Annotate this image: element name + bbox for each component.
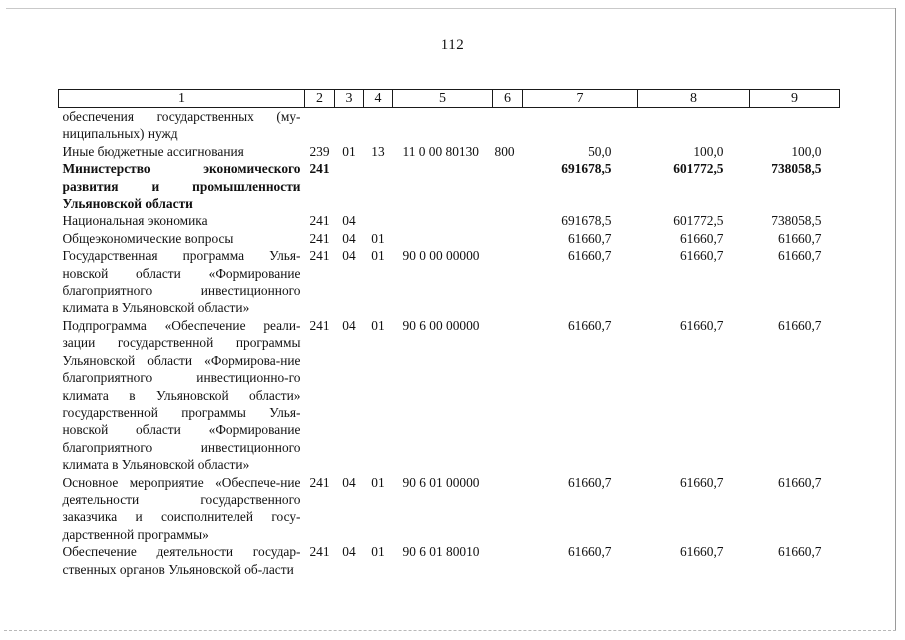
rz-cell: 01 [342, 143, 356, 159]
amount-col9-cell: 738058,5 [771, 213, 822, 229]
header-row [59, 90, 840, 108]
csr-cell [393, 108, 493, 143]
glv-cell [305, 108, 335, 143]
amount-col9-cell: 738058,5 [771, 161, 822, 177]
amount-col7-cell: 50,0 [588, 143, 612, 159]
amount-col8-cell [638, 108, 750, 143]
name-cell: Обеспечение деятельности государ-ственных органов Ульяновской об-ласти [62, 544, 301, 577]
vr-cell [493, 317, 523, 474]
csr-cell [393, 160, 493, 212]
header-col-4: 4 [364, 90, 393, 108]
csr-cell: 11 0 00 80130 [402, 143, 479, 159]
pr-cell [364, 212, 393, 229]
header-col-7: 7 [523, 90, 638, 108]
amount-col7-cell: 61660,7 [567, 317, 612, 333]
rz-cell: 04 [342, 317, 356, 333]
table-row [59, 143, 840, 160]
vr-cell [493, 160, 523, 212]
glv-cell: 241 [309, 213, 330, 229]
amount-col7-cell: 691678,5 [561, 213, 612, 229]
rz-cell: 04 [342, 544, 356, 560]
rz-cell: 04 [342, 474, 356, 490]
csr-cell [393, 212, 493, 229]
vr-cell [493, 474, 523, 544]
amount-col8-cell: 601772,5 [673, 161, 724, 177]
amount-col8-cell: 61660,7 [679, 248, 724, 264]
rz-cell: 04 [342, 248, 356, 264]
table-row [59, 317, 840, 474]
amount-col8-cell: 100,0 [693, 143, 724, 159]
page-border-bottom [4, 630, 896, 632]
amount-col7-cell: 61660,7 [567, 230, 612, 246]
amount-col8-cell: 61660,7 [679, 230, 724, 246]
amount-col8-cell: 601772,5 [673, 213, 724, 229]
amount-col9-cell: 61660,7 [777, 230, 822, 246]
page-border-right [895, 8, 896, 630]
pr-cell: 13 [371, 143, 385, 159]
csr-cell: 90 0 00 00000 [402, 248, 480, 264]
amount-col7-cell: 691678,5 [561, 161, 612, 177]
glv-cell: 241 [309, 544, 330, 560]
name-cell: Национальная экономика [62, 213, 208, 229]
vr-cell: 800 [494, 143, 515, 159]
pr-cell: 01 [371, 248, 385, 264]
glv-cell: 241 [309, 474, 330, 490]
amount-col8-cell: 61660,7 [679, 317, 724, 333]
vr-cell [493, 247, 523, 317]
glv-cell: 241 [309, 248, 330, 264]
amount-col7-cell: 61660,7 [567, 474, 612, 490]
amount-col9-cell: 61660,7 [777, 317, 822, 333]
glv-cell: 241 [309, 161, 330, 177]
amount-col7-cell: 61660,7 [567, 544, 612, 560]
amount-col7-cell: 61660,7 [567, 248, 612, 264]
table-row [59, 160, 840, 212]
glv-cell: 241 [309, 317, 330, 333]
pr-cell [364, 108, 393, 143]
header-col-5: 5 [393, 90, 493, 108]
vr-cell [493, 108, 523, 143]
pr-cell: 01 [371, 544, 385, 560]
amount-col8-cell: 61660,7 [679, 474, 724, 490]
pr-cell: 01 [371, 230, 385, 246]
name-cell: обеспечения государственных (му-ниципальных) нужд [62, 109, 301, 142]
name-cell: Основное мероприятие «Обеспече-ние деятельности государственного заказчика и соисполнителей госу-дарственной программы» [62, 474, 301, 542]
header-col-3: 3 [335, 90, 364, 108]
vr-cell [493, 230, 523, 247]
page-border-top [6, 8, 896, 9]
name-cell: Иные бюджетные ассигнования [62, 143, 244, 159]
table-row [59, 543, 840, 578]
table-header [59, 90, 840, 108]
vr-cell [493, 212, 523, 229]
rz-cell: 04 [342, 230, 356, 246]
header-col-9: 9 [750, 90, 840, 108]
pr-cell: 01 [371, 474, 385, 490]
amount-col9-cell [750, 108, 840, 143]
amount-col9-cell: 100,0 [791, 143, 822, 159]
amount-col8-cell: 61660,7 [679, 544, 724, 560]
table-row [59, 474, 840, 544]
csr-cell: 90 6 01 80010 [402, 544, 480, 560]
table-row [59, 247, 840, 317]
csr-cell: 90 6 01 00000 [402, 474, 480, 490]
table-row [59, 230, 840, 247]
amount-col9-cell: 61660,7 [777, 248, 822, 264]
header-col-6: 6 [493, 90, 523, 108]
table-row [59, 212, 840, 229]
table-body [59, 108, 840, 578]
table-row [59, 108, 840, 143]
name-cell: Подпрограмма «Обеспечение реали-зации государственной программы Ульяновской области «Формирова-ние благоприятного инвестиционно-го климата в Ульяновской области» государственной программы Улья-новской области «Формирование благоприятного инвестиционного климата в Ульяновской области» [62, 317, 301, 473]
name-cell: Министерство экономического развития и промышленности Ульяновской области [62, 161, 301, 212]
rz-cell: 04 [342, 213, 356, 229]
rz-cell [335, 160, 364, 212]
header-col-2: 2 [305, 90, 335, 108]
amount-col9-cell: 61660,7 [777, 544, 822, 560]
budget-table [58, 89, 840, 578]
name-cell: Общеэкономические вопросы [62, 230, 234, 246]
header-col-8: 8 [638, 90, 750, 108]
pr-cell: 01 [371, 317, 385, 333]
csr-cell [393, 230, 493, 247]
glv-cell: 239 [309, 143, 330, 159]
amount-col9-cell: 61660,7 [777, 474, 822, 490]
page-number: 112 [440, 37, 465, 53]
csr-cell: 90 6 00 00000 [402, 317, 480, 333]
rz-cell [335, 108, 364, 143]
amount-col7-cell [523, 108, 638, 143]
glv-cell: 241 [309, 230, 330, 246]
vr-cell [493, 543, 523, 578]
header-col-1: 1 [59, 90, 305, 108]
pr-cell [364, 160, 393, 212]
name-cell: Государственная программа Улья-новской области «Формирование благоприятного инвестиционного климата в Ульяновской области» [62, 248, 301, 316]
